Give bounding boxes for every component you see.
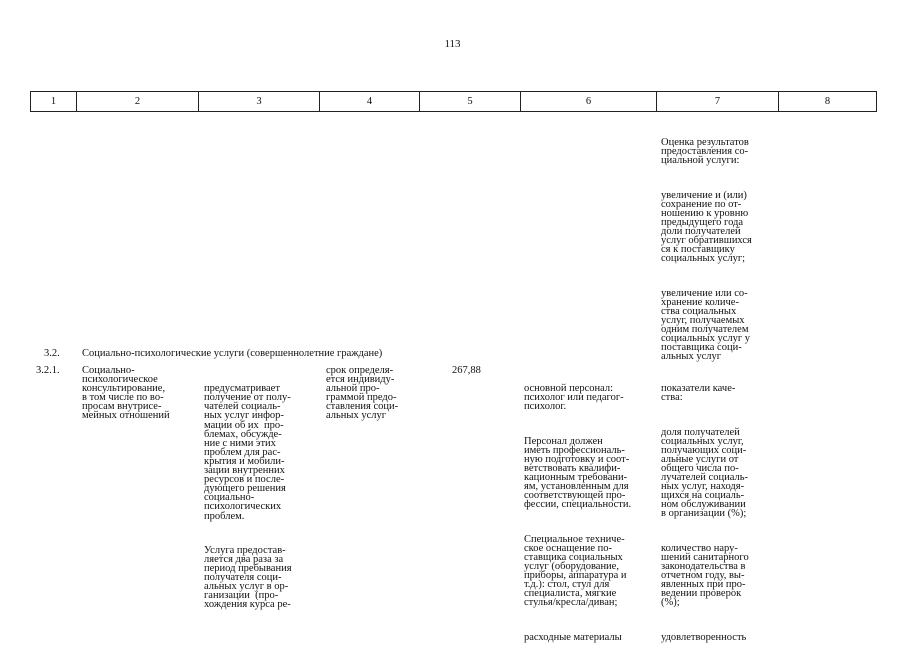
- header-col-1: 1: [31, 92, 77, 111]
- conditions-para-4: расходные материалы: [524, 631, 622, 643]
- conditions-para-1: основной персонал: психолог или педагог- психолог.: [524, 383, 624, 413]
- header-col-3: 3: [199, 92, 320, 111]
- indicators-para-4: удовлетворенность: [661, 631, 747, 643]
- evaluation-heading: Оценка результатов предоставления со- циальной услуги:: [661, 137, 749, 167]
- header-col-4: 4: [320, 92, 420, 111]
- prev-row-col7: [661, 120, 752, 377]
- table-header-row: [30, 91, 877, 112]
- service-name: Социально- психологическое консультирование, в том числе по во- просам внутрисе- мейных отношений: [82, 365, 170, 422]
- service-description: [204, 366, 292, 626]
- conditions-para-2: Персонал должен иметь профессиональ- ную подготовку и соот- ветствовать квалифи- кационным требовани- ям, установленным для соответствующей про- фессии, специальности.: [524, 435, 632, 511]
- indicators-para-1: показатели каче- ства:: [661, 383, 736, 404]
- conditions-column: [524, 366, 631, 658]
- row-number: 3.2.1.: [36, 365, 60, 376]
- description-para-1: предусматривает получение от полу- чателей социаль- ных услуг инфор- мации об их про- блемах, обсужде- ние с ними этих проблем для рас- крытия и мобили- зации внутренних ресурсов и после- дующего решения социально- психологических проблем.: [204, 383, 291, 522]
- evaluation-item-1: увеличение и (или) сохранение по от- ношению к уровню предыдущего года доли получателей услуг обратившихся ся к поставщику социальных услуг;: [661, 189, 752, 265]
- indicators-column: [661, 366, 749, 658]
- description-para-2: Услуга предостав- ляется два раза за период пребывания получателя соци- альных услуг в ор- ганизации (про- хождения курса ре-: [204, 544, 292, 611]
- header-col-2: 2: [77, 92, 199, 111]
- section-title: Социально-психологические услуги (совершеннолетние граждане): [82, 348, 383, 359]
- header-col-7: 7: [657, 92, 779, 111]
- indicators-para-3: количество нару- шений санитарного законодательства в отчетном году, вы- явленных при про- ведении проверок (%);: [661, 542, 749, 609]
- service-term: срок определя- ется индивиду- альной про- граммой предо- ставления соци- альных услуг: [326, 365, 399, 422]
- header-col-6: 6: [521, 92, 657, 111]
- evaluation-item-2: увеличение или со- хранение количе- ства социальных услуг, получаемых одним получателем социальных услуг у поставщика соци- альных услуг: [661, 287, 751, 363]
- conditions-para-3: Специальное техниче- ское оснащение по- ставщика социальных услуг (оборудование, приборы, аппаратура и т.д.): стол, стул для специалиста, мягкие стулья/кресла/диван;: [524, 533, 627, 609]
- section-number: 3.2.: [44, 348, 60, 359]
- tariff-value: 267,88: [452, 365, 481, 376]
- indicators-para-2: доля получателей социальных услуг, получающих соци- альные услуги от общего числа по- лучателей социаль- ных услуг, находя- щихся на социаль- ном обслуживании в организации (%);: [661, 426, 748, 520]
- page-number: 113: [444, 38, 461, 50]
- header-col-8: 8: [824, 96, 831, 107]
- header-col-5: 5: [420, 92, 521, 111]
